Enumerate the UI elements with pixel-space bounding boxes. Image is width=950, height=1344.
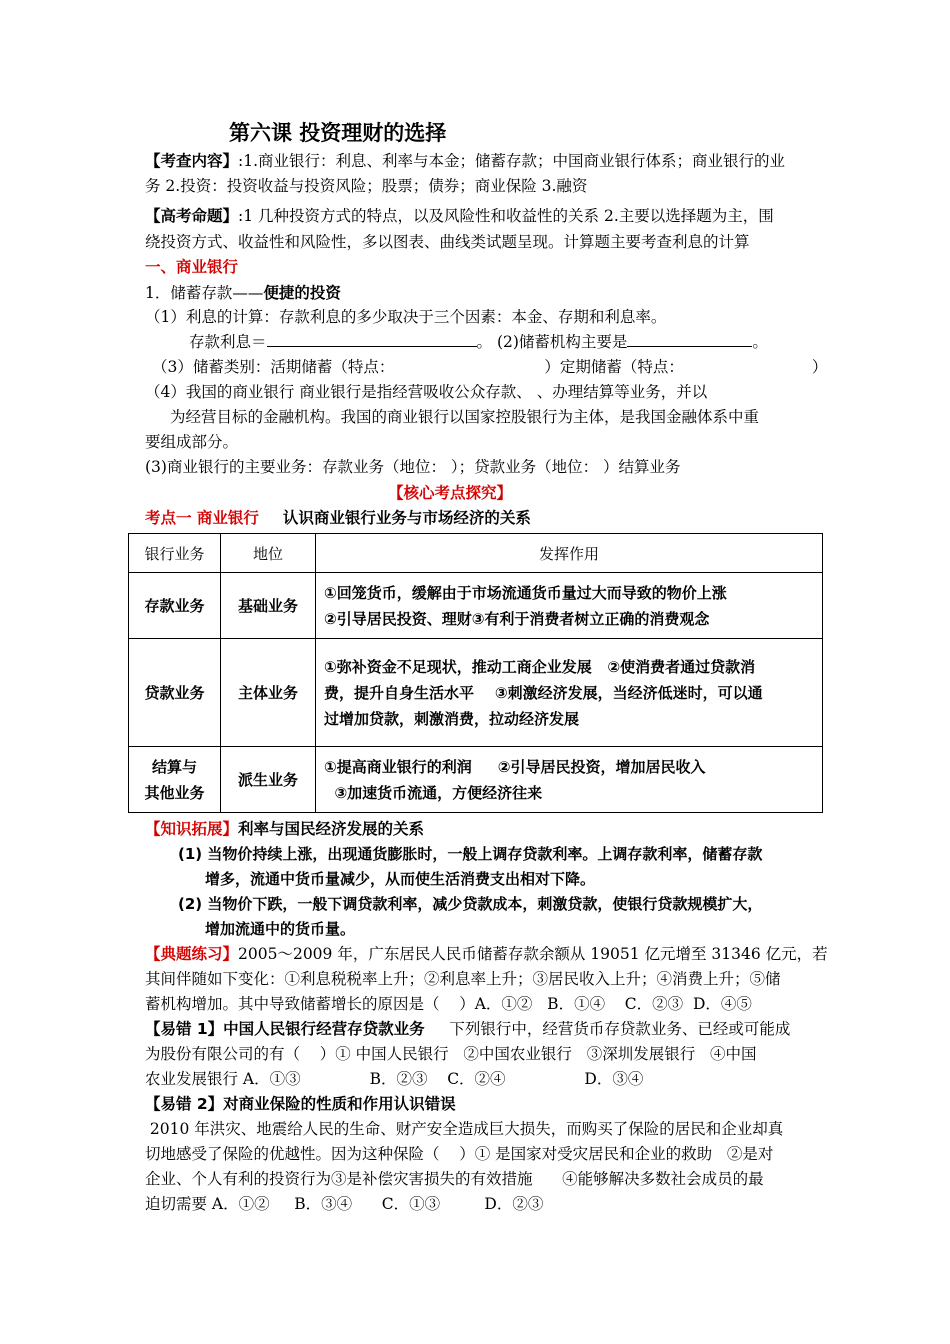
table-cell-status: 主体业务 — [221, 639, 316, 747]
exam-content-line-2: 务 2.投资：投资收益与投资风险；股票；债券；商业保险 3.融资 — [145, 177, 588, 195]
item-1: 1．储蓄存款——便捷的投资 — [145, 284, 341, 302]
exam-content-label: 【考查内容】 — [145, 151, 239, 170]
section-heading: 一、商业银行 — [145, 258, 239, 276]
interest-formula: 存款利息＝ 。 (2)储蓄机构主要是 。 — [189, 333, 768, 351]
exam-topics-line-2: 绕投资方式、收益性和风险性，多以图表、曲线类试题呈现。计算题主要考查利息的计算 — [145, 233, 750, 251]
core-point-label: 考点一 商业银行 — [145, 509, 259, 527]
core-table — [128, 533, 823, 813]
error2-line-1: 2010 年洪灾、地震给人民的生命、财产安全造成巨大损失，而购买了保险的居民和企业却真 — [145, 1120, 784, 1138]
page-title: 第六课 投资理财的选择 — [229, 121, 447, 145]
table-cell-status: 基础业务 — [221, 573, 316, 639]
table-cell-effect: ①弥补资金不足现状，推动工商企业发展 ②使消费者通过贷款消 费，提升自身生活水平 ③刺激经济发展，当经济低迷时，可以通 过增加贷款，刺激消费，拉动经济发展 — [316, 639, 823, 747]
table-row — [129, 747, 823, 813]
knowledge-p2-line1: (2) 当物价下跌，一般下调贷款利率，减少贷款成本，刺激贷款，使银行贷款规模扩大， — [178, 895, 763, 913]
interest-blank[interactable] — [267, 331, 477, 347]
table-row — [129, 573, 823, 639]
error2-label: 【易错 2】对商业保险的性质和作用认识错误 — [145, 1095, 456, 1113]
table-cell-status: 派生业务 — [221, 747, 316, 813]
main-business: (3)商业银行的主要业务：存款业务（地位： ）；贷款业务（地位： ）结算业务 — [145, 458, 681, 476]
practice-line-1: 【典题练习】2005～2009 年，广东居民人民币储蓄存款余额从 19051 亿元增至 31346 亿元，若 — [145, 945, 828, 963]
commercial-bank-def-2: 为经营目标的金融机构。我国的商业银行以国家控股银行为主体，是我国金融体系中重 — [170, 408, 760, 426]
knowledge-title: 利率与国民经济发展的关系 — [238, 820, 425, 838]
table-cell-business: 贷款业务 — [129, 639, 221, 747]
savings-types: （3）储蓄类别：活期储蓄（特点： ）定期储蓄（特点： ） — [152, 358, 828, 376]
commercial-bank-def-3: 要组成部分。 — [145, 433, 239, 451]
table-cell-effect: ①回笼货币，缓解由于市场流通货币量过大而导致的物价上涨 ②引导居民投资、理财③有利于消费者树立正确的消费观念 — [316, 573, 823, 639]
table-header: 发挥作用 — [316, 534, 823, 573]
knowledge-p2-line2: 增加流通中的货币量。 — [205, 920, 356, 938]
table-cell-business: 结算与 其他业务 — [129, 747, 221, 813]
exam-topics-line-1: 【高考命题】:1 几种投资方式的特点，以及风险性和收益性的关系 2.主要以选择题为主，围 — [145, 206, 774, 225]
error1-line-2: 为股份有限公司的有（ ）① 中国人民银行 ②中国农业银行 ③深圳发展银行 ④中国 — [145, 1045, 757, 1063]
table-cell-effect: ①提高商业银行的利润 ②引导居民投资，增加居民收入 ③加速货币流通，方便经济往来 — [316, 747, 823, 813]
table-cell-business: 存款业务 — [129, 573, 221, 639]
knowledge-p1-line2: 增多，流通中货币量减少，从而使生活消费支出相对下降。 — [205, 870, 596, 888]
core-point — [145, 507, 531, 529]
practice-line-3: 蓄机构增加。其中导致储蓄增长的原因是（ ）A．①② B．①④ C．②③ D．④⑤ — [145, 995, 752, 1013]
error1-line-1: 【易错 1】中国人民银行经营存贷款业务 下列银行中，经营货币存贷款业务、已经或可能成 — [145, 1020, 791, 1038]
table-header: 银行业务 — [129, 534, 221, 573]
practice-label: 【典题练习】 — [145, 945, 239, 963]
error2-line-4: 迫切需要 A．①② B．③④ C．①③ D．②③ — [145, 1195, 544, 1213]
table-header: 地位 — [221, 534, 316, 573]
error2-line-2: 切地感受了保险的优越性。因为这种保险（ ）① 是国家对受灾居民和企业的救助 ②是对 — [145, 1145, 774, 1163]
error1-line-3: 农业发展银行 A．①③ B．②③ C．②④ D．③④ — [145, 1070, 644, 1088]
exam-content-line-1: 【考查内容】:1.商业银行：利息、利率与本金；储蓄存款；中国商业银行体系；商业银行的业 — [145, 151, 786, 170]
table-row — [129, 639, 823, 747]
institution-blank[interactable] — [627, 331, 752, 347]
practice-line-2: 其间伴随如下变化：①利息税税率上升；②利息率上升；③居民收入上升；④消费上升；⑤储 — [145, 970, 781, 988]
knowledge-heading — [145, 818, 424, 840]
exam-topics-label: 【高考命题】 — [145, 206, 239, 225]
error1-label: 【易错 1】中国人民银行经营存贷款业务 — [145, 1020, 425, 1038]
commercial-bank-def-1: （4）我国的商业银行 商业银行是指经营吸收公众存款、 、办理结算等业务，并以 — [145, 383, 708, 401]
table-header-row — [129, 534, 823, 573]
interest-calc: （1）利息的计算：存款利息的多少取决于三个因素：本金、存期和利息率。 — [145, 308, 667, 326]
knowledge-p1-line1: (1) 当物价持续上涨，出现通货膨胀时，一般上调存贷款利率。上调存款利率，储蓄存款 — [178, 845, 763, 863]
core-heading: 【核心考点探究】 — [388, 484, 513, 502]
knowledge-label: 【知识拓展】 — [145, 820, 239, 838]
error2-line-3: 企业、个人有利的投资行为③是补偿灾害损失的有效措施 ④能够解决多数社会成员的最 — [145, 1170, 764, 1188]
core-point-title: 认识商业银行业务与市场经济的关系 — [282, 509, 531, 527]
